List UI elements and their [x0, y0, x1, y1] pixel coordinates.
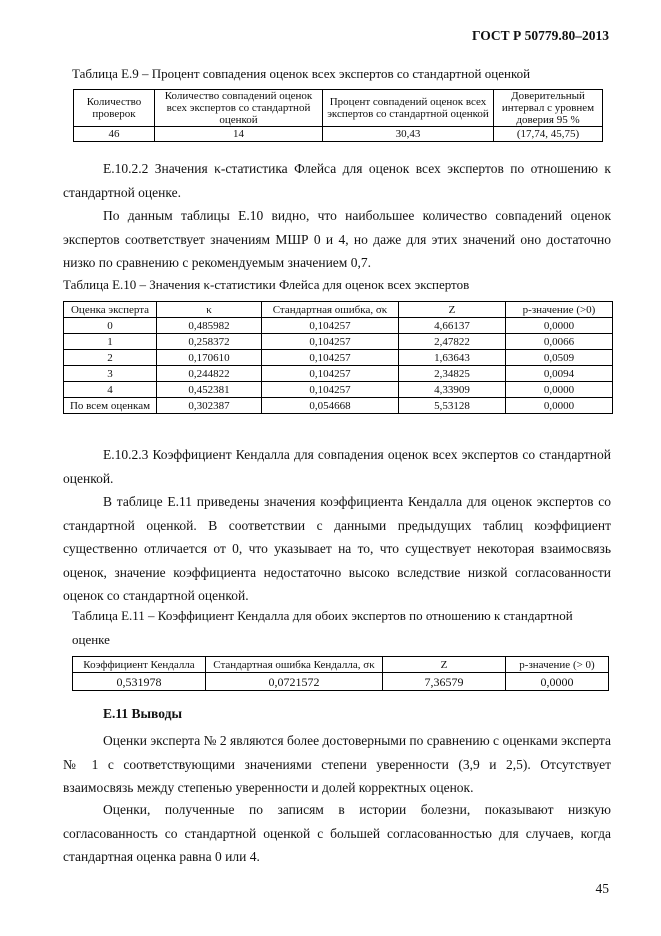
table-cell: 0,0000 [506, 318, 613, 334]
paragraph: Е.10.2.3 Коэффициент Кендалла для совпадения оценок всех экспертов со стандартной оценкой. [63, 447, 611, 486]
table-e9-caption: Таблица Е.9 – Процент совпадения оценок всех экспертов со стандартной оценкой [72, 66, 531, 81]
table-row [64, 366, 613, 382]
table-cell: 0,054668 [262, 398, 399, 414]
table-header-cell: p-значение (>0) [506, 302, 613, 318]
table-header-cell: κ [157, 302, 262, 318]
table-e11-caption-continued: оценке [72, 632, 110, 647]
table-cell: 0,485982 [157, 318, 262, 334]
table-cell: 1,63643 [399, 350, 506, 366]
table-e10 [63, 301, 613, 414]
table-cell: По всем оценкам [64, 398, 157, 414]
table-row [64, 334, 613, 350]
table-cell: 1 [64, 334, 157, 350]
table-cell: 4 [64, 382, 157, 398]
table-cell: 0,302387 [157, 398, 262, 414]
table-cell: 0,0094 [506, 366, 613, 382]
paragraph: Оценки эксперта № 2 являются более достоверными по сравнению с оценками эксперта № 1 с соответствующими значениями степени уверенности (3,9 и 2,5). Отсутствует взаимосвязь между степенью уверенности и долей корректных оценок. [63, 733, 611, 795]
table-header-cell: Доверительный интервал с уровнем доверия 95 % [494, 90, 603, 127]
paragraph: В таблице Е.11 приведены значения коэффициента Кендалла для оценок экспертов со стандартной оценкой. В соответствии с данными предыдущих таблиц коэффициент существенно отличается от 0, что указывает на то, что существует некоторая взаимосвязь оценок, значение коэффициента недостаточно высоко вследствие низкой согласованности оценок со стандартной оценкой. [63, 494, 611, 603]
table-header-cell: Стандартная ошибка, σκ [262, 302, 399, 318]
paragraph: По данным таблицы Е.10 видно, что наибольшее количество совпадений оценок экспертов соответствует значениям МШР 0 и 4, но даже для этих значений оно достаточно низко по сравнению с рекомендуемым значением 0,7. [63, 208, 611, 270]
table-cell: 0,0721572 [206, 673, 383, 691]
table-e10-caption: Таблица Е.10 – Значения κ-статистики Флейса для оценок всех экспертов [63, 277, 470, 292]
document-header: ГОСТ Р 50779.80–2013 [471, 28, 609, 43]
paragraph: Е.10.2.2 Значения κ-статистика Флейса для оценок всех экспертов по отношению к стандартной оценке. [63, 161, 611, 200]
table-e11 [72, 656, 609, 691]
table-header-cell: Количество проверок [74, 90, 155, 127]
table-cell: 0,104257 [262, 350, 399, 366]
table-cell: 0,104257 [262, 318, 399, 334]
table-cell: 0,104257 [262, 366, 399, 382]
table-header-cell: p-значение (> 0) [506, 657, 609, 673]
table-cell: 2,34825 [399, 366, 506, 382]
table-cell: 3 [64, 366, 157, 382]
table-cell: 4,33909 [399, 382, 506, 398]
table-header-cell: Процент совпадений оценок всех экспертов со стандартной оценкой [323, 90, 494, 127]
table-cell: 0,0509 [506, 350, 613, 366]
table-cell: 0 [64, 318, 157, 334]
table-cell: 30,43 [323, 127, 494, 142]
table-cell: 0,170610 [157, 350, 262, 366]
table-cell: 7,36579 [383, 673, 506, 691]
table-cell: (17,74, 45,75) [494, 127, 603, 142]
table-e9 [73, 89, 603, 142]
table-row [64, 318, 613, 334]
table-cell: 0,244822 [157, 366, 262, 382]
table-cell: 0,0000 [506, 398, 613, 414]
table-row [64, 398, 613, 414]
table-cell: 0,531978 [73, 673, 206, 691]
page-number: 45 [595, 881, 609, 896]
paragraph: Оценки, полученные по записям в истории болезни, показывают низкую согласованность со стандартной оценкой с большей согласованностью для случаев, когда стандартная оценка равна 0 или 4. [63, 802, 611, 864]
table-cell: 0,452381 [157, 382, 262, 398]
table-header-cell: Стандартная ошибка Кендалла, σκ [206, 657, 383, 673]
table-header-cell: Оценка эксперта [64, 302, 157, 318]
table-cell: 0,0000 [506, 382, 613, 398]
table-cell: 46 [74, 127, 155, 142]
table-cell: 0,0066 [506, 334, 613, 350]
table-cell: 0,104257 [262, 334, 399, 350]
table-cell: 2 [64, 350, 157, 366]
table-cell: 0,0000 [506, 673, 609, 691]
section-title: Е.11 Выводы [103, 706, 182, 721]
table-cell: 4,66137 [399, 318, 506, 334]
table-cell: 0,258372 [157, 334, 262, 350]
table-cell: 14 [155, 127, 323, 142]
table-cell: 2,47822 [399, 334, 506, 350]
table-header-cell: Z [399, 302, 506, 318]
table-row [64, 382, 613, 398]
table-cell: 5,53128 [399, 398, 506, 414]
table-header-cell: Количество совпадений оценок всех экспертов со стандартной оценкой [155, 90, 323, 127]
table-cell: 0,104257 [262, 382, 399, 398]
table-header-cell: Z [383, 657, 506, 673]
table-e11-caption: Таблица Е.11 – Коэффициент Кендалла для обоих экспертов по отношению к стандартной [72, 608, 573, 623]
table-header-cell: Коэффициент Кендалла [73, 657, 206, 673]
table-row [64, 350, 613, 366]
